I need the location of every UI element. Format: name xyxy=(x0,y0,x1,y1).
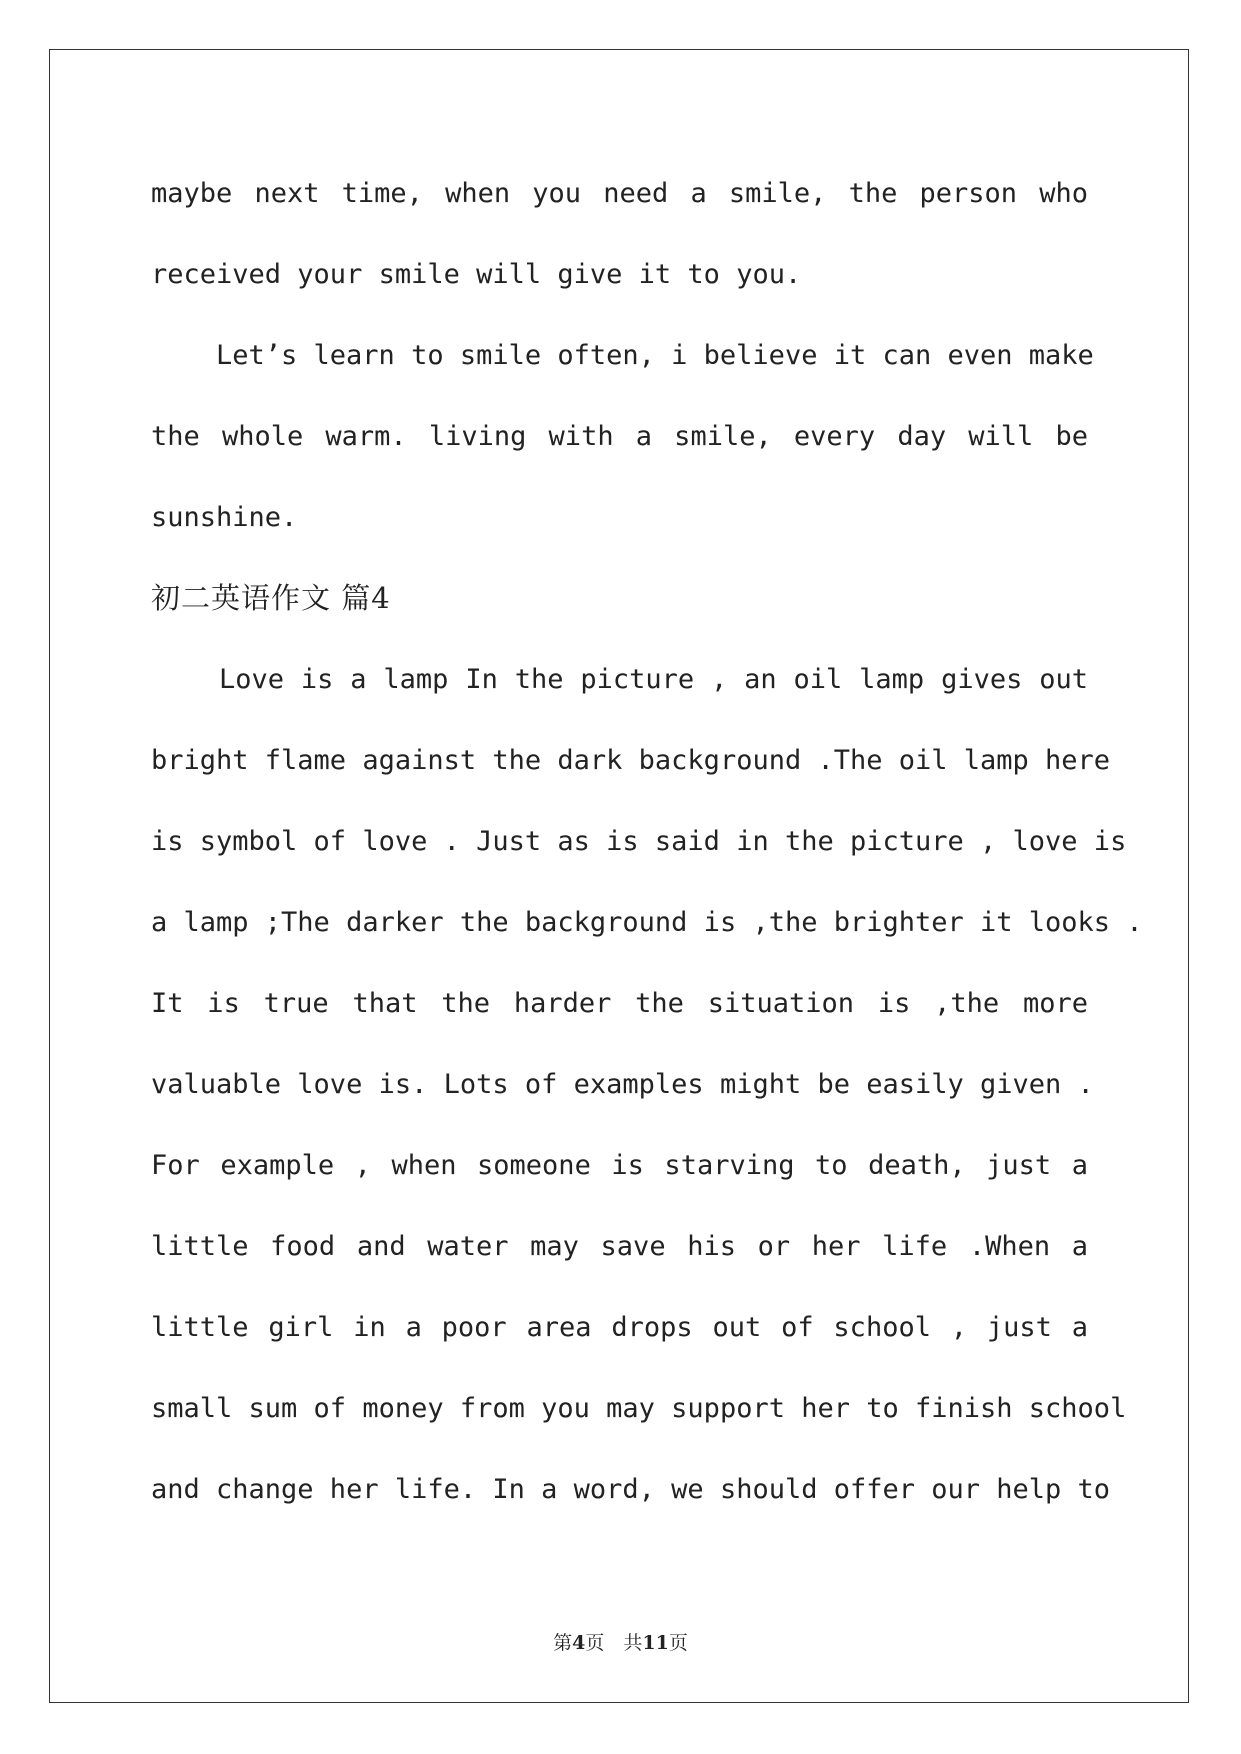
text-line: valuable love is. Lots of examples might be easily given . xyxy=(151,1069,1094,1100)
text-line: and change her life. In a word, we should offer our help to xyxy=(151,1474,1111,1505)
section-heading: 初二英语作文 篇4 xyxy=(151,581,391,615)
text-line: little food and water may save his or her life .When a xyxy=(151,1231,1088,1262)
text-line: It is true that the harder the situation is ,the more xyxy=(151,988,1088,1019)
text-line: small sum of money from you may support her to finish school xyxy=(151,1393,1127,1424)
text-line: For example , when someone is starving to death, just a xyxy=(151,1150,1088,1181)
footer-page-mid: 页 共 xyxy=(585,1632,643,1654)
footer-current-page: 4 xyxy=(572,1632,586,1654)
text-line: is symbol of love . Just as is said in the picture , love is xyxy=(151,826,1127,857)
footer-page-suffix: 页 xyxy=(668,1632,688,1654)
text-line: a lamp ;The darker the background is ,the brighter it looks . xyxy=(151,907,1143,938)
text-line: Love is a lamp In the picture , an oil lamp gives out xyxy=(219,664,1088,695)
text-line: little girl in a poor area drops out of school , just a xyxy=(151,1312,1088,1343)
footer-total-pages: 11 xyxy=(642,1632,669,1654)
text-line: maybe next time, when you need a smile, the person who xyxy=(151,178,1088,209)
text-line: the whole warm. living with a smile, every day will be xyxy=(151,421,1088,452)
page-border xyxy=(49,49,1189,1703)
text-line: bright flame against the dark background .The oil lamp here xyxy=(151,745,1111,776)
text-line: Let’s learn to smile often, i believe it can even make xyxy=(216,340,1094,371)
text-line: received your smile will give it to you. xyxy=(151,259,802,290)
page-footer xyxy=(0,1628,1241,1655)
text-line: sunshine. xyxy=(151,502,298,533)
footer-page-prefix: 第 xyxy=(553,1632,573,1654)
